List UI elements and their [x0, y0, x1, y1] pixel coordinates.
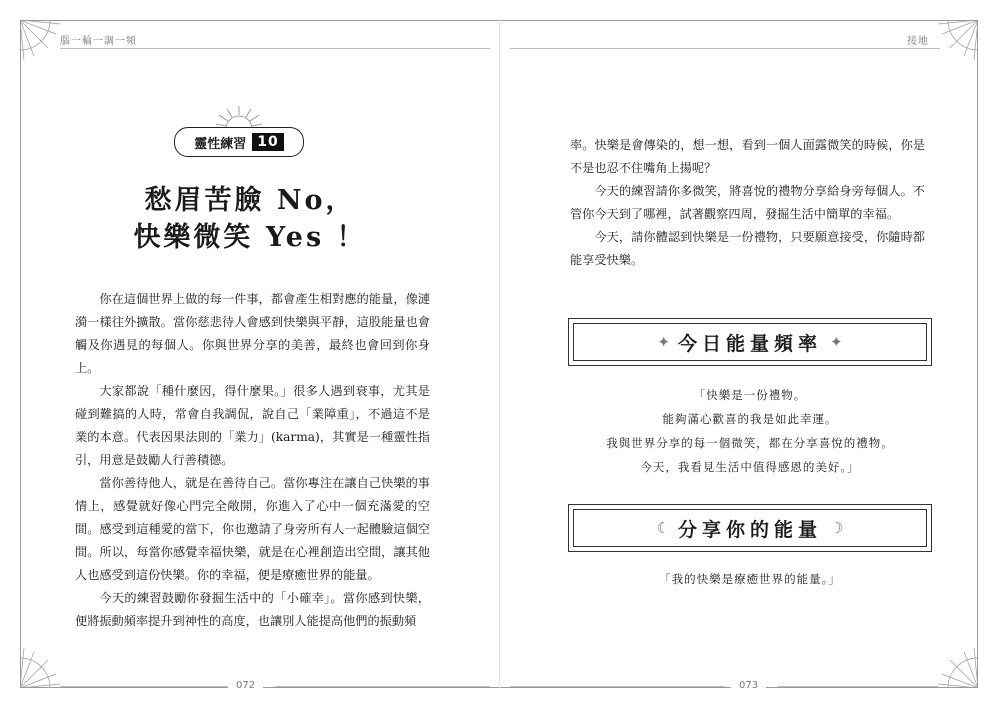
sparkle-icon: ✦	[657, 333, 670, 351]
section-title: 今日能量頻率	[677, 332, 822, 355]
header-rule-right	[510, 48, 940, 49]
corner-ornament-icon	[938, 20, 978, 60]
share-energy-heading	[568, 504, 932, 552]
page-title-line1: 愁眉苦臉 No，	[144, 185, 356, 216]
header-rule-left	[60, 48, 490, 49]
energy-frequency-heading	[568, 318, 932, 366]
page-title-line2: 快樂微笑 Yes ！	[133, 222, 367, 253]
footer-rule	[778, 686, 938, 687]
crescent-moon-icon: ☾	[656, 519, 670, 537]
sunburst-icon	[214, 105, 264, 129]
paragraph: 今天的練習鼓勵你發掘生活中的「小確幸」。當你感到快樂，便將振動頻率提升到神性的高度，也讓別人能提高他們的振動頻	[75, 591, 430, 628]
corner-ornament-icon	[20, 20, 60, 60]
page-number-right: 073	[731, 680, 766, 691]
quote-line: 今天，我看見生活中值得感恩的美好。」	[640, 460, 860, 474]
paragraph: 你在這個世界上做的每一件事，都會產生相對應的能量，像漣漪一樣往外擴散。當你慈悲待人會感到快樂與平靜，這股能量也會觸及你遇見的每個人。你與世界分享的美善，最終也會回到你身上。	[75, 292, 430, 375]
share-quote: 「我的快樂是療癒世界的能量。」	[659, 572, 841, 586]
quote-line: 「快樂是一份禮物。	[693, 388, 807, 402]
corner-ornament-icon	[20, 648, 60, 688]
running-header-right: 接地	[907, 36, 929, 47]
badge-label: 靈性練習	[194, 136, 247, 152]
left-body-text	[75, 288, 430, 633]
page-number-left: 072	[228, 680, 263, 691]
running-header-left: 腦一輪一調一頻	[60, 36, 137, 47]
sparkle-icon: ✦	[830, 333, 843, 351]
corner-ornament-icon	[938, 648, 978, 688]
paragraph: 今天的練習請你多微笑，將喜悅的禮物分享給身旁每個人。不管你今天到了哪裡，試著觀察四周，發掘生活中簡單的幸福。	[570, 184, 925, 221]
exercise-badge	[174, 105, 304, 165]
crescent-moon-icon: ☽	[830, 519, 844, 537]
quote-line: 我與世界分享的每一個微笑，都在分享喜悅的禮物。	[606, 436, 894, 450]
book-spine	[499, 20, 500, 688]
section-title: 分享你的能量	[677, 518, 822, 541]
paragraph: 大家都說「種什麼因，得什麼果。」很多人遇到衰事，尤其是碰到難搞的人時，常會自我調侃，說自己「業障重」，不過這不是業的本意。代表因果法則的「業力」(karma)，其實是一種靈性指引，用意是鼓勵人行善積德。	[75, 384, 430, 467]
badge-number: 10	[252, 133, 283, 151]
footer-rule	[275, 686, 490, 687]
paragraph: 率。快樂是會傳染的，想一想，看到一個人面露微笑的時候，你是不是也忍不住嘴角上揚呢？	[570, 138, 925, 175]
paragraph: 當你善待他人，就是在善待自己。當你專注在讓自己快樂的事情上，感覺就好像心門完全敞開，你進入了心中一個充滿愛的空間。感受到這種愛的當下，你也邀請了身旁所有人一起體驗這個空間。所以，每當你感覺幸福快樂，就是在心裡創造出空間，讓其他人也感受到這份快樂。你的幸福，便是療癒世界的能量。	[75, 476, 430, 582]
right-body-text	[570, 134, 925, 272]
paragraph: 今天，請你體認到快樂是一份禮物，只要願意接受，你隨時都能享受快樂。	[570, 230, 925, 267]
affirmation-quote	[570, 383, 930, 479]
footer-rule	[510, 686, 725, 687]
quote-line: 能夠滿心歡喜的我是如此幸運。	[662, 412, 838, 426]
footer-rule	[60, 686, 240, 687]
